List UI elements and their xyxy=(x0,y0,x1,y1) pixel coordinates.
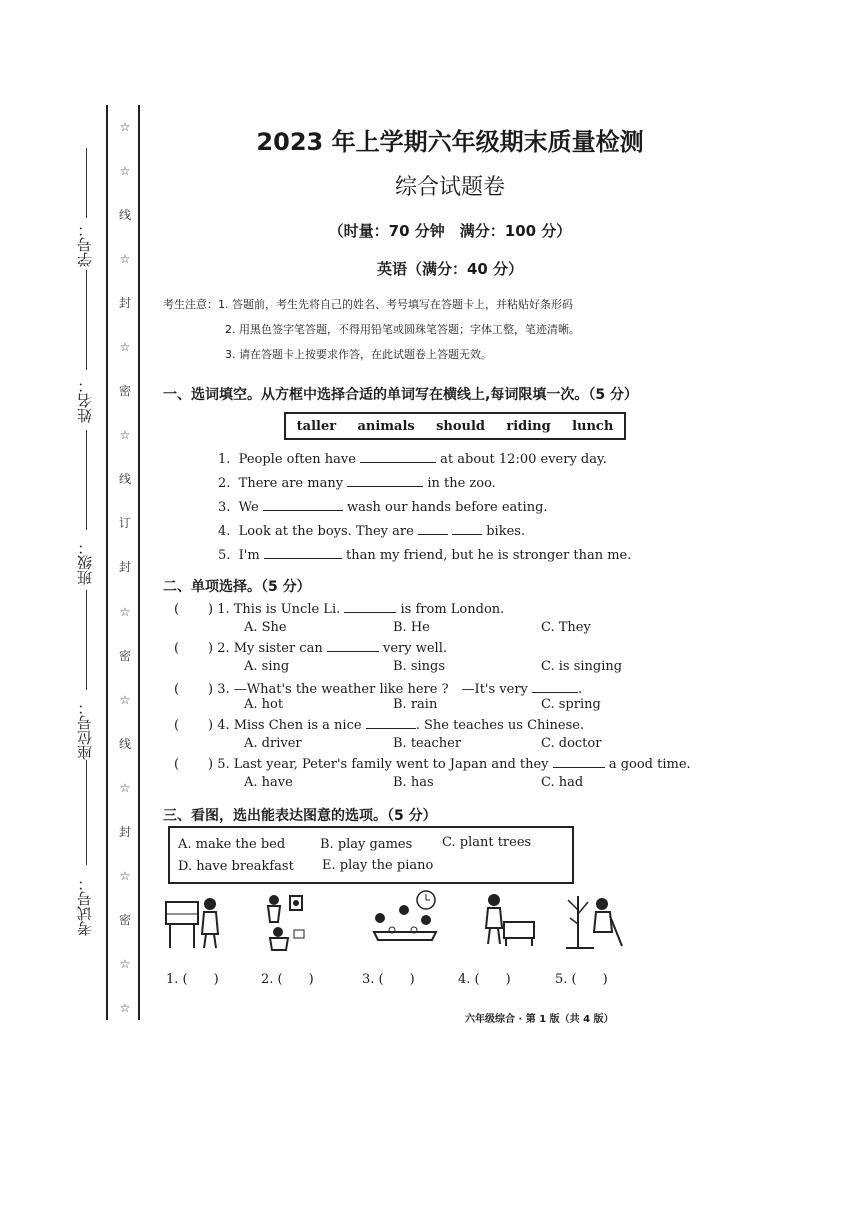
exam-id-label: 考试号： xyxy=(76,876,94,936)
option-b: B. sings xyxy=(393,659,446,674)
section-2-heading: 二、单项选择。（5 分） xyxy=(163,579,311,595)
answer-blank[interactable] xyxy=(532,680,578,693)
option-b: B. He xyxy=(393,620,430,635)
phrase-option: B. play games xyxy=(320,837,413,852)
phrase-option: E. play the piano xyxy=(322,858,434,873)
choice-question-4: ( ) 4. Miss Chen is a nice . She teaches us Chinese. xyxy=(174,718,585,733)
answer-blank[interactable] xyxy=(360,450,436,463)
binding-line-right xyxy=(138,105,140,1020)
name-label: 姓名： xyxy=(76,378,94,423)
option-a: A. sing xyxy=(244,659,290,674)
exam-subtitle: 综合试题卷 xyxy=(394,175,505,200)
answer-slot-5[interactable]: 5. ( ) xyxy=(555,972,608,987)
page-footer: 六年级综合 · 第 1 版（共 4 版） xyxy=(465,1014,614,1025)
make-bed-picture xyxy=(476,890,538,952)
answer-blank[interactable] xyxy=(366,716,416,729)
student-id-label: 学号： xyxy=(76,222,94,267)
notice-item-1: 考生注意：1. 答题前，考生先将自己的姓名、考号填写在答题卡上，并粘贴好条形码 xyxy=(163,298,573,311)
choice-question-1: ( ) 1. This is Uncle Li. is from London. xyxy=(174,602,505,617)
option-a: A. She xyxy=(244,620,287,635)
word-bank-item: riding xyxy=(506,418,551,434)
option-b: B. has xyxy=(393,775,434,790)
notice-item-3: 3. 请在答题卡上按要求作答，在此试题卷上答题无效。 xyxy=(225,348,492,361)
option-b: B. teacher xyxy=(393,736,462,751)
class-line xyxy=(86,430,87,530)
option-a: A. have xyxy=(244,775,293,790)
choice-question-2: ( ) 2. My sister can very well. xyxy=(174,641,447,656)
word-bank-item: should xyxy=(436,418,485,434)
binding-line-left xyxy=(106,105,108,1020)
answer-slot-2[interactable]: 2. ( ) xyxy=(261,972,314,987)
word-bank-item: animals xyxy=(357,418,415,434)
option-a: A. driver xyxy=(244,736,302,751)
option-c: C. is singing xyxy=(541,659,623,674)
answer-blank[interactable] xyxy=(452,522,482,535)
word-bank-item: taller xyxy=(296,418,337,434)
option-c: C. spring xyxy=(541,697,601,712)
answer-blank[interactable] xyxy=(553,755,605,768)
name-line xyxy=(86,270,87,370)
section-1-heading: 一、选词填空。从方框中选择合适的单词写在横线上,每词限填一次。（5 分） xyxy=(163,387,638,403)
fill-question-4: 4. Look at the boys. They are bikes. xyxy=(218,524,526,539)
option-c: C. doctor xyxy=(541,736,602,751)
answer-slot-1[interactable]: 1. ( ) xyxy=(166,972,219,987)
games-picture xyxy=(260,890,322,952)
answer-blank[interactable] xyxy=(263,498,343,511)
word-bank-item: lunch xyxy=(572,418,614,434)
exam-id-line xyxy=(86,760,87,865)
seat-label: 座位号： xyxy=(76,700,94,760)
option-c: C. They xyxy=(541,620,591,635)
answer-slot-4[interactable]: 4. ( ) xyxy=(458,972,511,987)
phrase-box xyxy=(168,826,574,884)
phrase-option: A. make the bed xyxy=(178,837,286,852)
choice-question-5: ( ) 5. Last year, Peter's family went to Japan and they a good time. xyxy=(174,757,691,772)
answer-blank[interactable] xyxy=(264,546,342,559)
fill-question-3: 3. We wash our hands before eating. xyxy=(218,500,548,515)
breakfast-picture xyxy=(366,888,442,950)
phrase-option: D. have breakfast xyxy=(178,859,294,874)
exam-title: 2023 年上学期六年级期末质量检测 xyxy=(256,128,644,156)
choice-question-3: ( ) 3. —What's the weather like here ? —It's very . xyxy=(174,682,583,697)
answer-blank[interactable] xyxy=(344,600,396,613)
class-label: 班级： xyxy=(76,540,94,585)
word-box xyxy=(284,412,626,440)
answer-blank[interactable] xyxy=(418,522,448,535)
section-3-heading: 三、看图，选出能表达图意的选项。（5 分） xyxy=(163,808,437,824)
time-info: （时量：70 分钟 满分：100 分） xyxy=(328,222,572,240)
seat-line xyxy=(86,590,87,690)
option-a: A. hot xyxy=(244,697,284,712)
notice-item-2: 2. 用黑色签字笔答题，不得用铅笔或圆珠笔答题；字体工整，笔迹清晰。 xyxy=(225,323,580,336)
fill-question-5: 5. I'm than my friend, but he is stronger than me. xyxy=(218,548,632,563)
answer-blank[interactable] xyxy=(347,474,423,487)
answer-slot-3[interactable]: 3. ( ) xyxy=(362,972,415,987)
option-c: C. had xyxy=(541,775,584,790)
fill-question-2: 2. There are many in the zoo. xyxy=(218,476,496,491)
answer-blank[interactable] xyxy=(327,639,379,652)
fill-question-1: 1. People often have at about 12:00 every day. xyxy=(218,452,607,467)
subject-info: 英语（满分：40 分） xyxy=(376,260,524,278)
piano-picture xyxy=(164,890,226,952)
phrase-option: C. plant trees xyxy=(442,835,532,850)
seal-line: ☆ ☆ 线 ☆ 封 ☆ 密 ☆ 线 订 封 ☆ 密 ☆ 线 ☆ 封 ☆ 密 ☆ ☆ xyxy=(118,120,131,1015)
option-b: B. rain xyxy=(393,697,438,712)
plant-trees-picture xyxy=(564,890,626,952)
